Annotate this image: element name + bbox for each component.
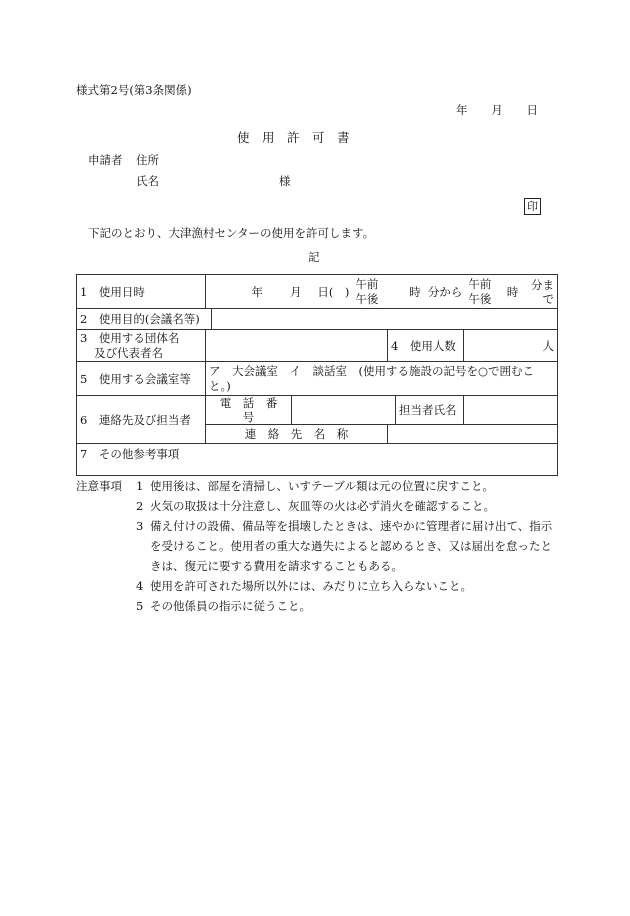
organization-label [77, 330, 206, 362]
pm-label-2: 午後 [468, 291, 492, 306]
note-text: 火気の取扱は十分注意し、灰皿等の火は必ず消火を確認すること。 [150, 499, 495, 513]
name-label: 氏名 [136, 174, 159, 188]
organization-field[interactable] [206, 330, 388, 362]
usage-datetime-label: 1 使用日時 [77, 275, 206, 309]
date-month-label: 月 [491, 103, 503, 117]
note-number: 2 [136, 499, 144, 513]
year-label: 年 [251, 284, 263, 299]
notes-section [76, 476, 556, 616]
notes-list [136, 476, 556, 616]
note-number: 5 [136, 599, 144, 613]
day-label: 日( ) [317, 284, 350, 299]
contact-name-field[interactable] [388, 425, 558, 444]
note-item [136, 516, 556, 576]
ampm-start[interactable] [352, 277, 385, 307]
note-item [136, 476, 556, 496]
note-text: 備え付けの設備、備品等を損壊したときは、速やかに管理者に届け出て、指示を受けること。使用者の重大な過失によると認めるとき、又は届出を怠ったときは、復元に要する費用を請求することもある。 [150, 519, 553, 573]
form-number: 様式第2号(第3条関係) [76, 83, 192, 97]
date-year-label: 年 [456, 103, 468, 117]
row-room [77, 362, 558, 396]
note-item [136, 496, 556, 516]
seal-mark: 印 [524, 198, 541, 215]
remarks-field[interactable] [77, 444, 558, 476]
ki-mark: 記 [308, 250, 320, 264]
note-text: 使用を許可された場所以外には、みだりに立ち入らないこと。 [150, 579, 472, 593]
contact-label: 6 連絡先及び担当者 [77, 396, 206, 444]
organization-label-line2: 及び代表者名 [94, 345, 163, 360]
note-text: 使用後は、部屋を清掃し、いすテーブル類は元の位置に戻すこと。 [150, 479, 494, 493]
person-in-charge-field[interactable] [464, 396, 558, 425]
applicant-label: 申請者 [88, 153, 123, 167]
note-number: 3 [136, 519, 144, 533]
intro-text: 下記のとおり、大津漁村センターの使用を許可します。 [88, 226, 375, 240]
usage-datetime-field[interactable] [206, 275, 558, 309]
attendee-count-label: 4 使用人数 [388, 330, 464, 362]
remarks-label: 7 その他参考事項 [80, 447, 180, 461]
ampm-end[interactable] [465, 277, 498, 307]
purpose-field[interactable] [212, 309, 558, 330]
purpose-label: 2 使用目的(会議名等) [77, 309, 212, 330]
attendee-count-field[interactable] [464, 330, 558, 362]
row-remarks [77, 444, 558, 476]
attendee-count-unit: 人 [542, 338, 555, 353]
month-label: 月 [290, 284, 302, 299]
organization-label-line1: 3 使用する団体名 [80, 330, 180, 345]
hour-label-2: 時 [506, 284, 519, 299]
note-number: 4 [136, 579, 144, 593]
issue-date [456, 105, 538, 117]
person-in-charge-label: 担当者氏名 [396, 396, 464, 425]
hour-label: 時 [409, 284, 421, 299]
note-item [136, 576, 556, 596]
note-number: 1 [136, 479, 144, 493]
row-usage-datetime [77, 275, 558, 309]
honorific: 様 [279, 174, 291, 188]
contact-name-label: 連 絡 先 名 称 [206, 425, 388, 444]
notes-block [76, 476, 556, 616]
am-label-2: 午前 [468, 276, 492, 291]
room-options[interactable]: ア 大会議室 イ 談話室 (使用する施設の記号を○で囲むこと。) [206, 362, 558, 396]
room-label: 5 使用する会議室等 [77, 362, 206, 396]
note-text: その他係員の指示に従うこと。 [150, 599, 311, 613]
note-item [136, 596, 556, 616]
row-purpose [77, 309, 558, 330]
pm-label: 午後 [355, 291, 379, 306]
address-label: 住所 [136, 153, 159, 167]
phone-label: 電 話 番 号 [206, 396, 292, 425]
permit-form-table [76, 274, 558, 476]
phone-field[interactable] [292, 396, 396, 425]
date-day-label: 日 [526, 103, 538, 117]
am-label: 午前 [355, 276, 379, 291]
row-contact-phone [77, 396, 558, 425]
minute-from-label: 分から [427, 284, 463, 299]
document-title: 使 用 許 可 書 [237, 130, 350, 145]
notes-heading: 注意事項 [76, 479, 122, 493]
row-organization [77, 330, 558, 362]
minute-to-label: 分まで [531, 277, 555, 306]
